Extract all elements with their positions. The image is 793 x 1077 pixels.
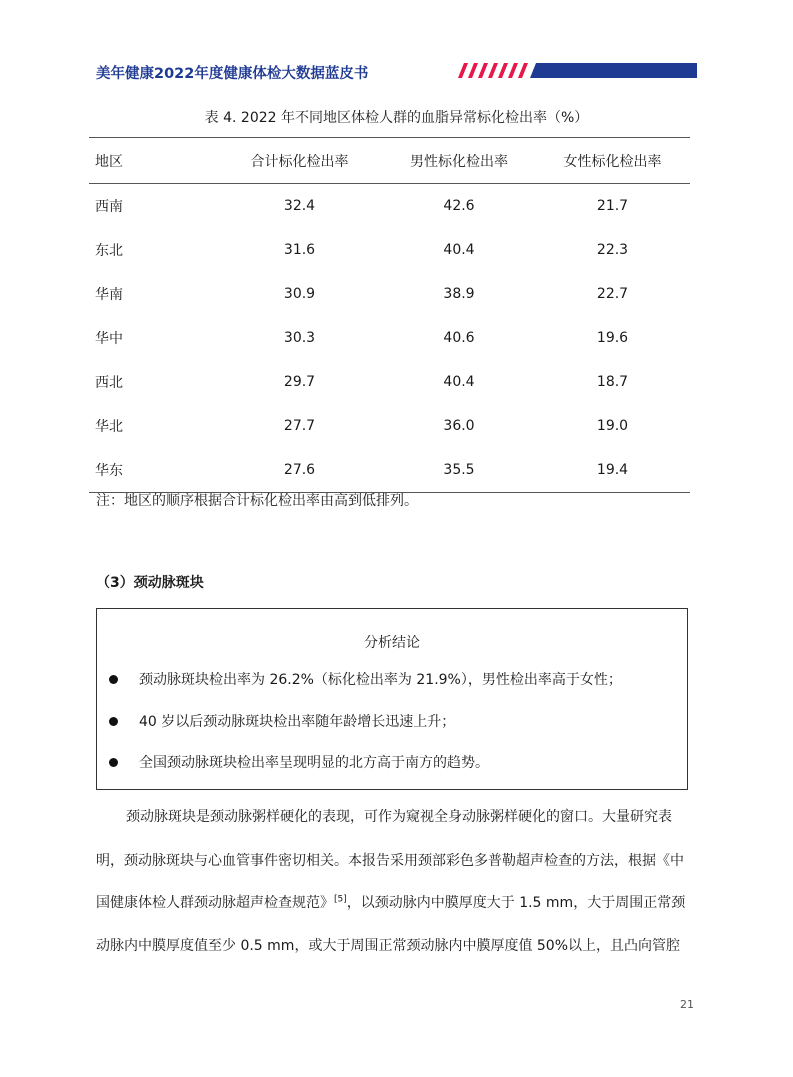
female-rate-cell: 19.0 xyxy=(596,418,629,434)
conclusion-item-text: 颈动脉斑块检出率为 26.2%（标化检出率为 21.9%），男性检出率高于女性； xyxy=(139,672,622,688)
female-rate-cell: 22.7 xyxy=(596,286,629,302)
lipid-rate-table xyxy=(89,137,690,493)
body-paragraph-line xyxy=(96,892,685,912)
total-rate-cell: 27.7 xyxy=(283,418,316,434)
bullet-dot-icon xyxy=(109,758,118,767)
male-rate-cell: 42.6 xyxy=(443,198,475,214)
conclusion-item xyxy=(109,752,489,772)
conclusion-box xyxy=(96,608,688,790)
region-cell: 华中 xyxy=(95,331,123,347)
total-rate-cell: 30.3 xyxy=(283,330,316,346)
total-rate-cell: 32.4 xyxy=(283,198,316,214)
region-cell: 华东 xyxy=(89,448,216,493)
table-row xyxy=(89,228,690,272)
table-row xyxy=(89,360,690,404)
male-rate-cell: 40.4 xyxy=(443,242,475,258)
body-paragraph-line: 动脉内中膜厚度值至少 0.5 mm，或大于周围正常颈动脉内中膜厚度值 50%以上，且凸向管腔 xyxy=(96,938,681,954)
total-rate-cell: 30.9 xyxy=(283,286,316,302)
report-title: 美年健康2022年度健康体检大数据蓝皮书 xyxy=(96,66,369,82)
region-cell: 西南 xyxy=(95,199,123,215)
table-caption: 表 4. 2022 年不同地区体检人群的血脂异常标化检出率（%） xyxy=(204,110,589,126)
region-cell: 东北 xyxy=(95,243,123,259)
section-heading: （3）颈动脉斑块 xyxy=(96,575,204,591)
male-rate-cell: 40.4 xyxy=(443,374,475,390)
column-header: 男性标化检出率 xyxy=(383,138,535,184)
body-paragraph-line: 明，颈动脉斑块与心血管事件密切相关。本报告采用颈部彩色多普勒超声检查的方法，根据《中 xyxy=(96,853,684,869)
male-rate-cell: 38.9 xyxy=(443,286,475,302)
total-rate-cell: 27.6 xyxy=(216,448,383,493)
male-rate-cell: 40.6 xyxy=(443,330,475,346)
header-stripe-banner xyxy=(452,63,697,78)
table-row xyxy=(89,448,690,493)
female-rate-cell: 19.4 xyxy=(535,448,690,493)
conclusion-title: 分析结论 xyxy=(364,635,420,651)
body-paragraph-line: 颈动脉斑块是颈动脉粥样硬化的表现，可作为窥视全身动脉粥样硬化的窗口。大量研究表 xyxy=(126,809,672,825)
column-header: 地区 xyxy=(89,138,216,184)
bullet-dot-icon xyxy=(109,717,118,726)
male-rate-cell: 36.0 xyxy=(443,418,475,434)
body-text: ，以颈动脉内中膜厚度大于 1.5 mm，大于周围正常颈 xyxy=(346,895,686,911)
conclusion-item-text: 全国颈动脉斑块检出率呈现明显的北方高于南方的趋势。 xyxy=(139,755,489,771)
male-rate-cell: 35.5 xyxy=(383,448,535,493)
column-header: 女性标化检出率 xyxy=(535,138,690,184)
region-cell: 西北 xyxy=(95,375,123,391)
female-rate-cell: 22.3 xyxy=(596,242,629,258)
female-rate-cell: 21.7 xyxy=(596,198,629,214)
female-rate-cell: 18.7 xyxy=(596,374,629,390)
total-rate-cell: 29.7 xyxy=(283,374,316,390)
region-cell: 华南 xyxy=(95,287,123,303)
female-rate-cell: 19.6 xyxy=(596,330,629,346)
table-note: 注：地区的顺序根据合计标化检出率由高到低排列。 xyxy=(96,493,418,509)
conclusion-item-text: 40 岁以后颈动脉斑块检出率随年龄增长迅速上升； xyxy=(139,714,456,730)
body-text: 国健康体检人群颈动脉超声检查规范》 xyxy=(96,895,334,911)
table-row xyxy=(89,404,690,448)
total-rate-cell: 31.6 xyxy=(283,242,316,258)
table-row xyxy=(89,272,690,316)
bullet-dot-icon xyxy=(109,675,118,684)
region-cell: 华北 xyxy=(95,419,123,435)
table-header-row xyxy=(89,138,690,184)
conclusion-item xyxy=(109,711,455,731)
table-row xyxy=(89,316,690,360)
citation-ref[interactable]: [5] xyxy=(334,894,347,905)
table-row xyxy=(89,184,690,229)
conclusion-item xyxy=(109,669,622,689)
page-number: 21 xyxy=(680,998,694,1011)
column-header: 合计标化检出率 xyxy=(216,138,383,184)
